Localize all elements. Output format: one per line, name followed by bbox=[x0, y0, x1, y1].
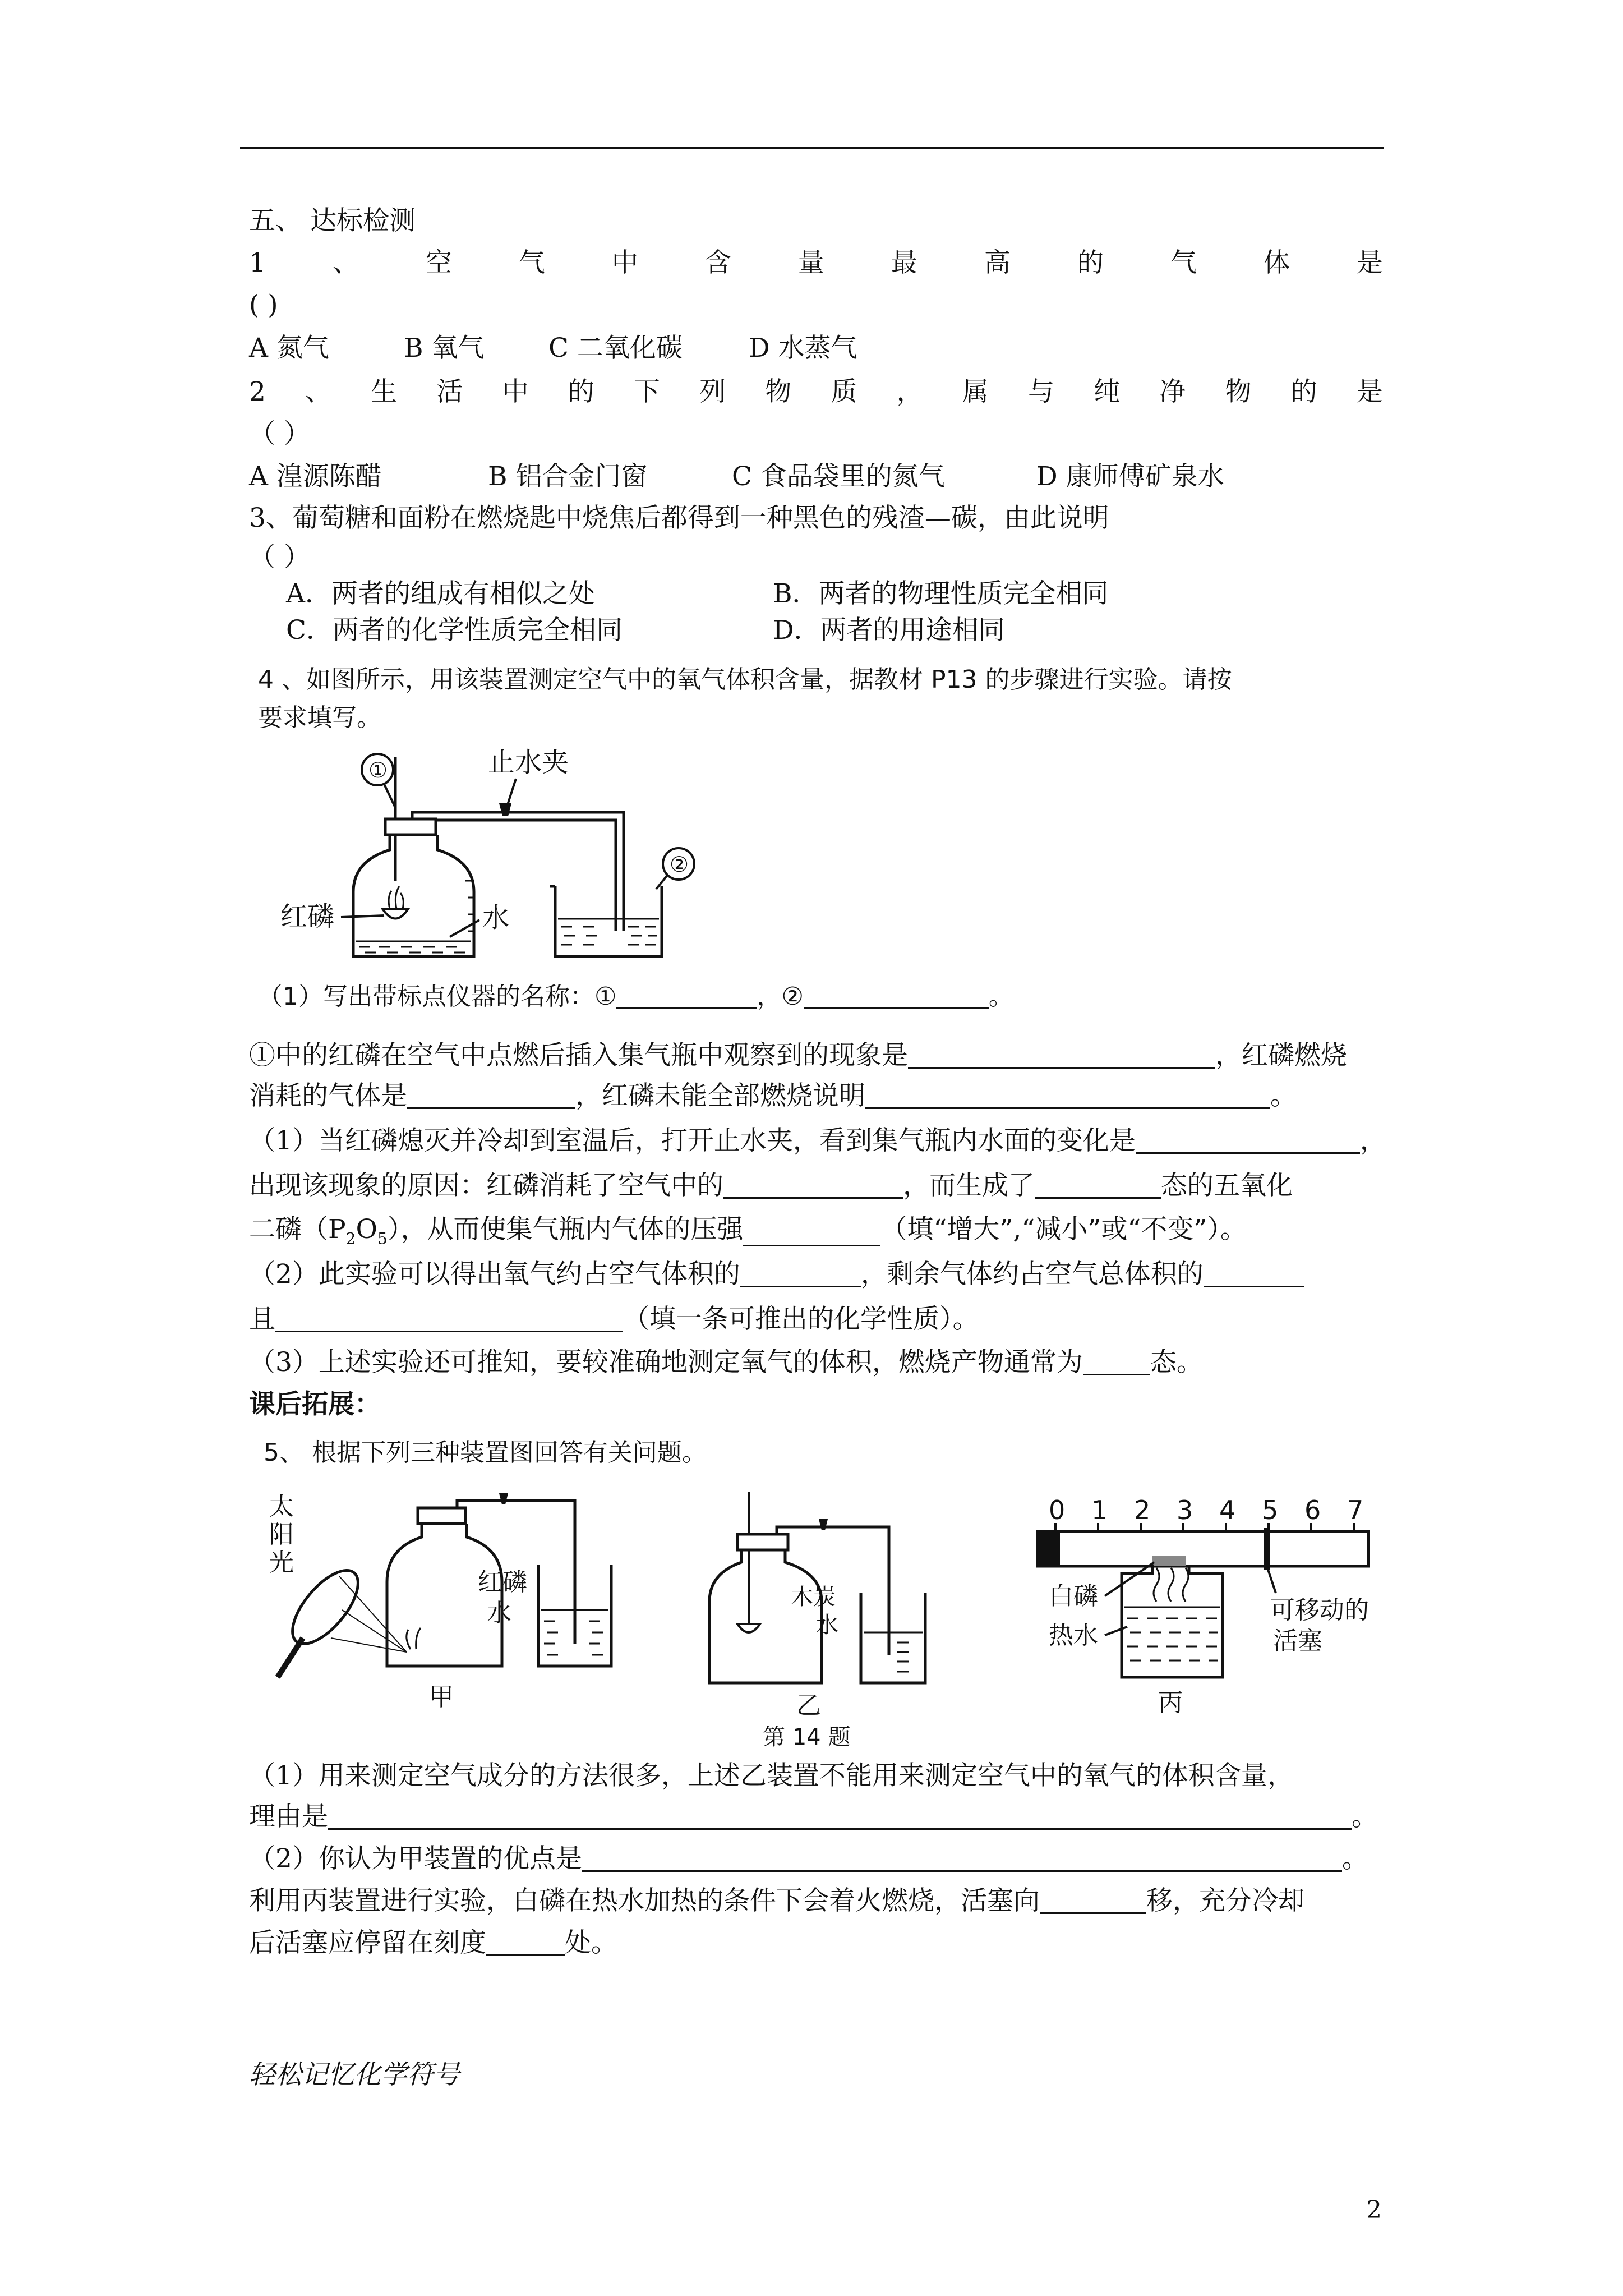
question-5-line-1 bbox=[249, 1803, 1378, 1830]
line-3b-text: 移，充分冷却 bbox=[1146, 1885, 1304, 1916]
oxygen-symbol: O bbox=[356, 1214, 377, 1245]
question-4-sub1 bbox=[258, 984, 1013, 1009]
line-c-text: （1）当红磷熄灭并冷却到室温后，打开止水夹，看到集气瓶内水面的变化是 bbox=[249, 1125, 1136, 1156]
q1-char: 最 bbox=[891, 247, 917, 278]
question-1-stem bbox=[249, 247, 1383, 278]
question-4-sub1-prefix: （1）写出带标点仪器的名称：① bbox=[258, 982, 617, 1011]
answer-blank-observation[interactable] bbox=[908, 1045, 1215, 1069]
question-4-sub1-mid: ，② bbox=[757, 982, 804, 1011]
figure-label-clamp: 止水夹 bbox=[488, 747, 569, 778]
question-4-line-e bbox=[249, 1216, 1247, 1246]
q2-char: 、 bbox=[305, 376, 332, 407]
figure-yi-charcoal: 木炭 bbox=[791, 1584, 836, 1610]
figure-yi-water: 水 bbox=[816, 1612, 838, 1638]
subscript-2: 2 bbox=[345, 1229, 356, 1248]
line-e-text-2: ），从而使集气瓶内气体的压强 bbox=[387, 1214, 744, 1245]
section-title: 五、 达标检测 bbox=[249, 205, 416, 236]
line-h-text-2: 态。 bbox=[1150, 1347, 1203, 1378]
ruler-tick-label: 0 bbox=[1049, 1495, 1066, 1525]
page-number: 2 bbox=[1366, 2196, 1382, 2224]
question-4-stem-line1: 4 、如图所示，用该装置测定空气中的氧气体积含量，据教材 P13 的步骤进行实验。请按 bbox=[258, 665, 1232, 694]
sun-label-1: 太 bbox=[269, 1492, 294, 1521]
line-c-text-2: ， bbox=[1359, 1125, 1386, 1156]
q1-char: 气 bbox=[1170, 247, 1197, 278]
q2-char: 物 bbox=[765, 376, 792, 407]
answer-blank-consumed-component[interactable] bbox=[723, 1175, 903, 1199]
question-3-option-b: B．两者的物理性质完全相同 bbox=[773, 578, 1109, 609]
ruler-tick-label: 7 bbox=[1347, 1495, 1364, 1525]
q1-char: 高 bbox=[984, 247, 1011, 278]
question-5-stem: 5、 根据下列三种装置图回答有关问题。 bbox=[264, 1438, 707, 1467]
question-4-stem-line2: 要求填写。 bbox=[258, 703, 381, 732]
answer-blank-piston-direction[interactable] bbox=[1040, 1890, 1146, 1914]
q1-char: 量 bbox=[797, 247, 824, 278]
q2-char: 的 bbox=[1290, 376, 1317, 407]
question-1-paren: ( ) bbox=[249, 289, 278, 320]
figure-label-circle-1: ① bbox=[368, 758, 388, 783]
line-1c-text: 。 bbox=[1352, 1801, 1378, 1832]
line-d-text-2: ，而生成了 bbox=[903, 1170, 1035, 1201]
question-1-option-c: C 二氧化碳 bbox=[548, 333, 683, 364]
magnifying-glass-icon bbox=[281, 1560, 370, 1655]
question-2-option-d: D 康师傅矿泉水 bbox=[1036, 461, 1224, 492]
line-3a-text: 利用丙装置进行实验，白磷在热水加热的条件下会着火燃烧，活塞向 bbox=[249, 1885, 1040, 1916]
line-f-text-2: ，剩余气体约占空气总体积的 bbox=[860, 1259, 1204, 1290]
line-g-text-2: （填一条可推出的化学性质）。 bbox=[623, 1304, 979, 1335]
answer-blank-advantage[interactable] bbox=[582, 1848, 1342, 1872]
q2-char: 物 bbox=[1225, 376, 1252, 407]
after-class-heading: 课后拓展： bbox=[249, 1389, 381, 1420]
figure-bing-caption: 丙 bbox=[1158, 1688, 1183, 1717]
figure-yi-caption: 乙 bbox=[796, 1691, 821, 1720]
question-4-line-d bbox=[249, 1172, 1293, 1199]
question-2-option-c: C 食品袋里的氮气 bbox=[732, 461, 945, 492]
line-a-text-2: ，红磷燃烧 bbox=[1215, 1040, 1347, 1071]
q1-char: 的 bbox=[1077, 247, 1104, 278]
sun-label-3: 光 bbox=[269, 1548, 294, 1577]
question-2-option-b: B 铝合金门窗 bbox=[488, 461, 648, 492]
line-e-text-3: （填“增大”,“减小”或“不变”）。 bbox=[880, 1214, 1247, 1245]
question-1-option-a: A 氮气 bbox=[249, 333, 329, 364]
line-4a-text: 后活塞应停留在刻度 bbox=[249, 1927, 486, 1958]
figure-bing-apparatus bbox=[1026, 1492, 1385, 1728]
q2-char: 列 bbox=[699, 376, 726, 407]
header-rule bbox=[240, 147, 1384, 149]
q1-char: 体 bbox=[1263, 247, 1290, 278]
footer-heading: 轻松记忆化学符号 bbox=[249, 2059, 460, 2090]
figure-label-water: 水 bbox=[482, 902, 510, 933]
answer-blank-pressure[interactable] bbox=[743, 1222, 880, 1246]
question-4-line-f bbox=[249, 1259, 1304, 1290]
figure-jia-apparatus bbox=[264, 1481, 667, 1717]
question-3-option-c: C．两者的化学性质完全相同 bbox=[286, 615, 623, 646]
ruler-tick-label: 1 bbox=[1091, 1495, 1108, 1525]
question-5-line-4 bbox=[249, 1927, 617, 1958]
answer-blank-instrument-1[interactable] bbox=[616, 985, 757, 1009]
ruler-tick-label: 6 bbox=[1304, 1495, 1321, 1525]
line-g-text: 且 bbox=[249, 1304, 275, 1335]
sun-label-2: 阳 bbox=[269, 1520, 294, 1549]
q1-char: 、 bbox=[332, 247, 359, 278]
q1-char: 是 bbox=[1356, 247, 1383, 278]
figure-bing-piston-label-1: 可移动的 bbox=[1270, 1596, 1369, 1625]
answer-blank-product-phase[interactable] bbox=[1083, 1351, 1150, 1375]
figure-label-red-phosphorus: 红磷 bbox=[280, 901, 335, 932]
question-1-option-b: B 氧气 bbox=[404, 333, 485, 364]
question-3-option-d: D．两者的用途相同 bbox=[773, 615, 1005, 646]
figure-caption: 第 14 题 bbox=[763, 1724, 851, 1750]
q2-char: 生 bbox=[371, 376, 398, 407]
answer-blank-remaining-fraction[interactable] bbox=[1204, 1263, 1304, 1287]
line-1b-text: 理由是 bbox=[249, 1801, 328, 1832]
figure-jia-red-phosphorus: 红磷 bbox=[478, 1568, 527, 1596]
question-4-line-a bbox=[249, 1042, 1347, 1069]
question-4-line-g bbox=[249, 1304, 979, 1335]
line-f-text: （2）此实验可以得出氧气约占空气体积的 bbox=[249, 1259, 740, 1290]
question-4-sub1-end: 。 bbox=[988, 982, 1013, 1011]
ruler-tick-label: 3 bbox=[1177, 1495, 1193, 1525]
q2-char: 质 bbox=[831, 376, 857, 407]
ruler-tick-label: 2 bbox=[1134, 1495, 1151, 1525]
answer-blank-water-level-change[interactable] bbox=[1136, 1130, 1360, 1154]
q2-char: 活 bbox=[436, 376, 463, 407]
figure-jia-caption: 甲 bbox=[429, 1683, 454, 1711]
q1-char: 空 bbox=[425, 247, 452, 278]
question-4-line-c bbox=[249, 1125, 1386, 1156]
ruler-tick-label: 4 bbox=[1219, 1495, 1236, 1525]
line-b-text-3: 。 bbox=[1270, 1080, 1297, 1111]
line-2a-text: （2）你认为甲装置的优点是 bbox=[249, 1843, 582, 1874]
q1-char: 中 bbox=[611, 247, 638, 278]
answer-blank-consumed-gas[interactable] bbox=[407, 1085, 575, 1109]
answer-blank-scale-mark[interactable] bbox=[486, 1932, 565, 1956]
answer-blank-incomplete-burning[interactable] bbox=[865, 1085, 1270, 1109]
answer-blank-chemical-property[interactable] bbox=[275, 1308, 623, 1332]
answer-blank-reason[interactable] bbox=[328, 1806, 1352, 1830]
question-3-stem: 3、葡萄糖和面粉在燃烧匙中烧焦后都得到一种黑色的残渣—碳，由此说明 bbox=[249, 503, 1109, 533]
q2-char: 2 bbox=[249, 376, 266, 407]
q2-char: 是 bbox=[1356, 376, 1383, 407]
figure-bing-piston-label-2: 活塞 bbox=[1273, 1627, 1322, 1655]
question-4-apparatus-figure bbox=[280, 740, 729, 965]
question-5-line-3 bbox=[249, 1885, 1304, 1916]
q1-char: 气 bbox=[518, 247, 545, 278]
line-b-text-2: ，红磷未能全部燃烧说明 bbox=[575, 1080, 865, 1111]
figure-jia-water: 水 bbox=[487, 1599, 511, 1627]
question-4-line-b bbox=[249, 1080, 1297, 1111]
q1-char: 1 bbox=[249, 247, 266, 278]
question-3-option-a: A．两者的组成有相似之处 bbox=[286, 578, 595, 609]
q2-char: ， bbox=[896, 376, 923, 407]
question-2-stem bbox=[249, 376, 1383, 407]
q2-char: 与 bbox=[1027, 376, 1054, 407]
answer-blank-product-state[interactable] bbox=[1035, 1175, 1161, 1199]
question-2-option-a: A 湟源陈醋 bbox=[249, 461, 382, 492]
line-d-text: 出现该现象的原因：红磷消耗了空气中的 bbox=[249, 1170, 723, 1201]
q2-char: 纯 bbox=[1094, 376, 1121, 407]
q2-char: 下 bbox=[633, 376, 660, 407]
q1-char: 含 bbox=[704, 247, 731, 278]
answer-blank-instrument-2[interactable] bbox=[804, 985, 989, 1009]
question-3-paren: （ ） bbox=[249, 542, 310, 573]
answer-blank-oxygen-fraction[interactable] bbox=[740, 1263, 861, 1287]
q2-char: 中 bbox=[502, 376, 529, 407]
question-1-option-d: D 水蒸气 bbox=[749, 333, 857, 364]
figure-yi-apparatus bbox=[701, 1481, 937, 1750]
line-d-text-3: 态的五氧化 bbox=[1161, 1170, 1293, 1201]
q2-char: 属 bbox=[962, 376, 989, 407]
q2-char: 净 bbox=[1159, 376, 1186, 407]
question-4-line-h bbox=[249, 1347, 1203, 1378]
question-5-line-2 bbox=[249, 1843, 1368, 1874]
line-4b-text: 处。 bbox=[565, 1927, 617, 1958]
line-e-text: 二磷（P bbox=[249, 1214, 346, 1245]
figure-label-circle-2: ② bbox=[670, 852, 689, 877]
ruler-tick-label: 5 bbox=[1262, 1495, 1279, 1525]
line-2b-text: 。 bbox=[1341, 1843, 1368, 1874]
line-b-text: 消耗的气体是 bbox=[249, 1080, 407, 1111]
question-2-paren: （ ） bbox=[249, 418, 310, 449]
line-h-text: （3）上述实验还可推知，要较准确地测定氧气的体积，燃烧产物通常为 bbox=[249, 1347, 1083, 1378]
figure-bing-hot-water: 热水 bbox=[1049, 1621, 1098, 1650]
subscript-5: 5 bbox=[377, 1229, 388, 1248]
question-5-line-1a: （1）用来测定空气成分的方法很多，上述乙装置不能用来测定空气中的氧气的体积含量， bbox=[249, 1760, 1294, 1791]
line-a-text: ①中的红磷在空气中点燃后插入集气瓶中观察到的现象是 bbox=[249, 1040, 908, 1071]
q2-char: 的 bbox=[568, 376, 594, 407]
figure-bing-white-phosphorus: 白磷 bbox=[1049, 1582, 1098, 1611]
